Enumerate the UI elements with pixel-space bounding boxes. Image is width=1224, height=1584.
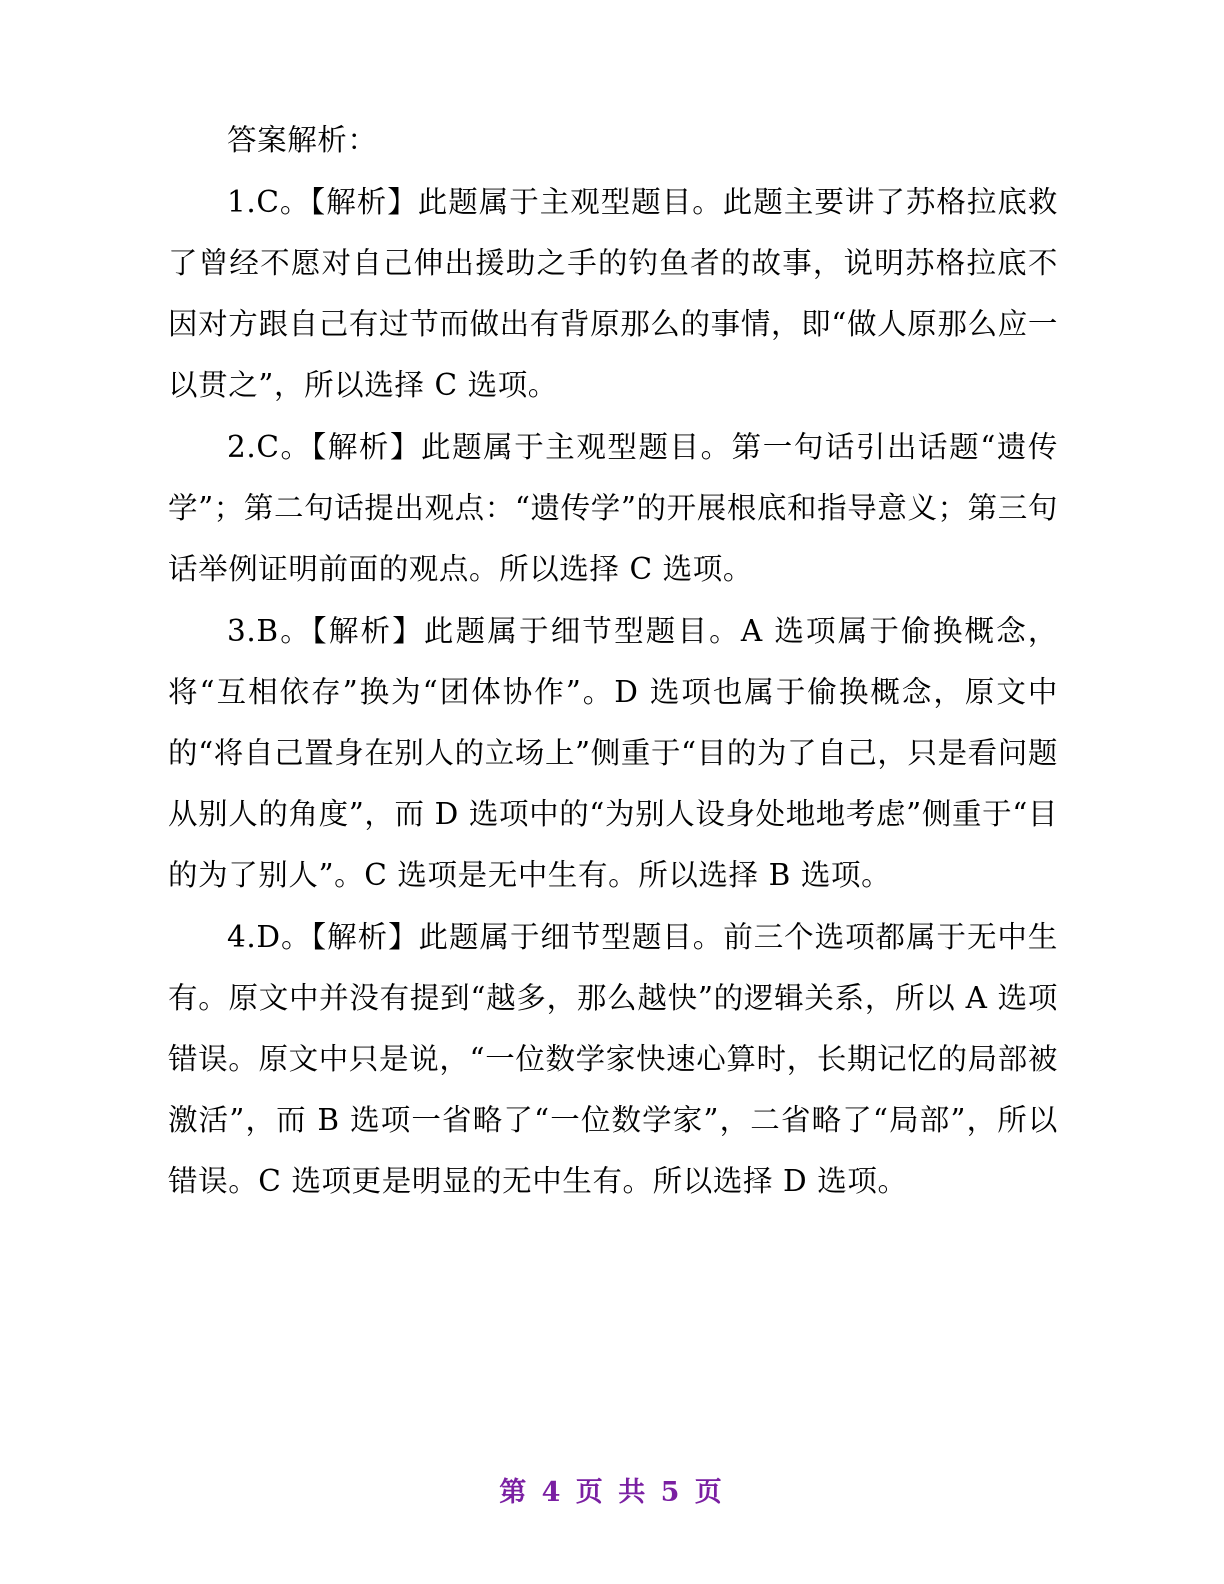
page-footer [0,1470,1224,1509]
page-number-label: 第 4 页 共 5 页 [499,1477,725,1508]
analysis-paragraph-3: 3.B。【解析】此题属于细节型题目。A 选项属于偷换概念，将“互相依存”换为“团体协作”。D 选项也属于偷换概念，原文中的“将自己置身在别人的立场上”侧重于“目的为了自己，只是看问题从别人的角度”，而 D 选项中的“为别人设身处地地考虑”侧重于“目的为了别人”。C 选项是无中生有。所以选择 B 选项。 [168,614,1058,892]
analysis-paragraph-2: 2.C。【解析】此题属于主观型题目。第一句话引出话题“遗传学”；第二句话提出观点：“遗传学”的开展根底和指导意义；第三句话举例证明前面的观点。所以选择 C 选项。 [168,430,1058,586]
answer-analysis-heading: 答案解析： [227,123,378,157]
analysis-paragraph-1: 1.C。【解析】此题属于主观型题目。此题主要讲了苏格拉底救了曾经不愿对自己伸出援助之手的钓鱼者的故事，说明苏格拉底不因对方跟自己有过节而做出有背原那么的事情，即“做人原那么应一以贯之”，所以选择 C 选项。 [168,185,1058,402]
document-body [168,110,1058,1213]
analysis-paragraph-4: 4.D。【解析】此题属于细节型题目。前三个选项都属于无中生有。原文中并没有提到“越多，那么越快”的逻辑关系，所以 A 选项错误。原文中只是说，“一位数学家快速心算时，长期记忆的局部被激活”，而 B 选项一省略了“一位数学家”，二省略了“局部”，所以错误。C 选项更是明显的无中生有。所以选择 D 选项。 [168,920,1058,1198]
